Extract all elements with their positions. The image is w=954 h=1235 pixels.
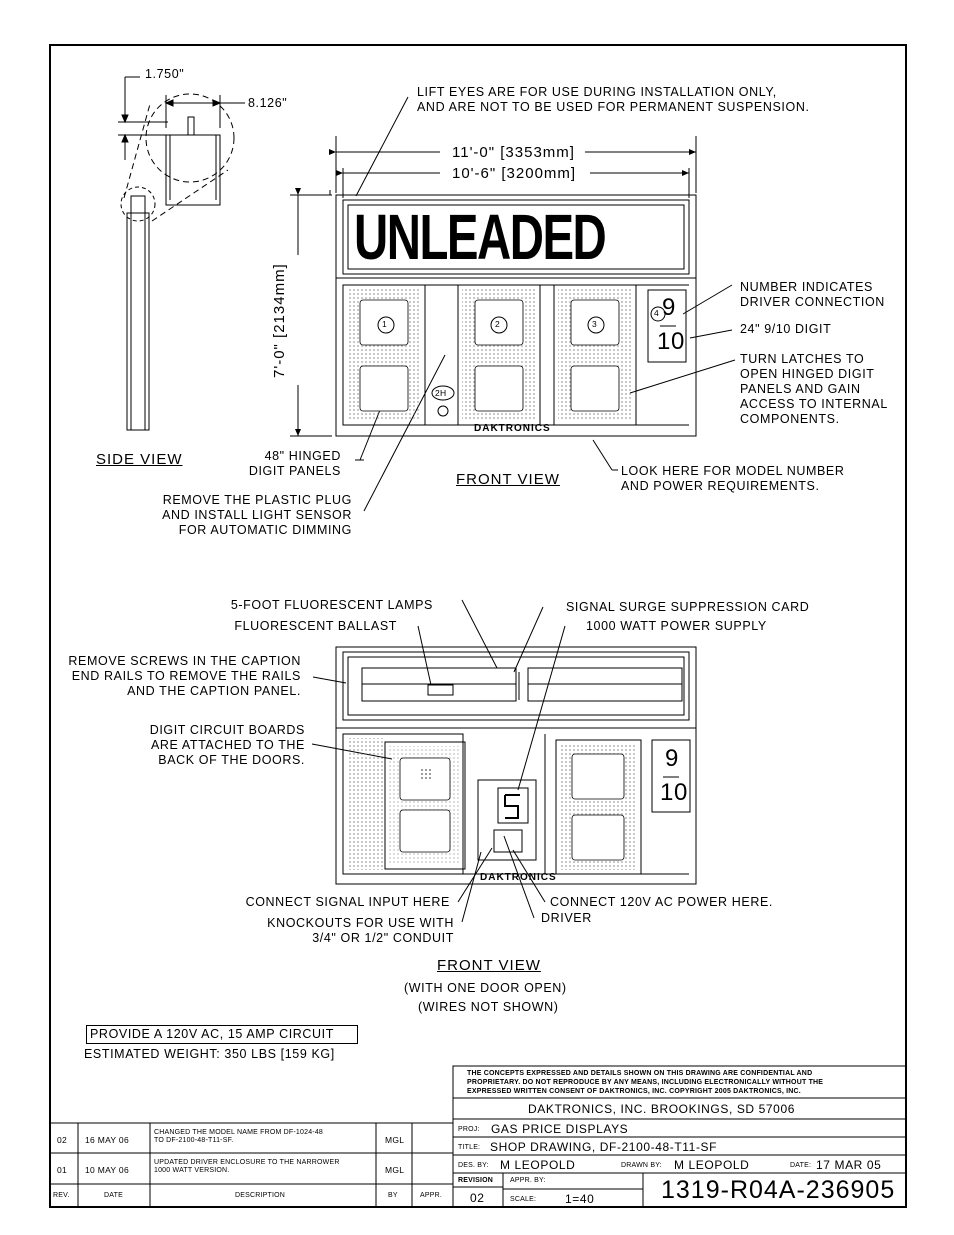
panels-note-line-1: 48" HINGED bbox=[264, 449, 341, 463]
latch-note-line-3: PANELS AND GAIN bbox=[740, 382, 861, 396]
circuit-note: PROVIDE A 120V AC, 15 AMP CIRCUIT bbox=[90, 1027, 334, 1041]
dim-overall-width: 11'-0" [3353mm] bbox=[452, 144, 575, 161]
project-name: GAS PRICE DISPLAYS bbox=[491, 1122, 629, 1136]
number-note-line-2: DRIVER CONNECTION bbox=[740, 295, 885, 309]
number-note-line-1: NUMBER INDICATES bbox=[740, 280, 873, 294]
weight-note: ESTIMATED WEIGHT: 350 LBS [159 KG] bbox=[84, 1047, 335, 1061]
scale-label: SCALE: bbox=[510, 1196, 537, 1203]
driver-note: DRIVER bbox=[541, 911, 592, 925]
drawn-by-label: DRAWN BY: bbox=[621, 1162, 662, 1169]
latch-note-line-1: TURN LATCHES TO bbox=[740, 352, 865, 366]
open-view-subtitle-1: (WITH ONE DOOR OPEN) bbox=[404, 981, 567, 995]
sensor-label: 2H bbox=[435, 388, 447, 398]
designer-label: DES. BY: bbox=[458, 1162, 489, 1169]
digit-2-number: 2 bbox=[495, 319, 501, 329]
lamps-note: 5-FOOT FLUORESCENT LAMPS bbox=[230, 598, 433, 612]
side-view-drawing bbox=[118, 77, 245, 430]
rev-row-2-date: 10 MAY 06 bbox=[85, 1165, 129, 1175]
rev-row-2-by: MGL bbox=[385, 1165, 405, 1175]
rev-header-by: BY bbox=[388, 1192, 398, 1199]
caption-panel-text: UNLEADED bbox=[354, 201, 606, 273]
screws-note-line-1: REMOVE SCREWS IN THE CAPTION bbox=[68, 654, 301, 668]
rev-header-description: DESCRIPTION bbox=[235, 1192, 286, 1199]
revision-label: REVISION bbox=[458, 1177, 494, 1184]
proj-label: PROJ: bbox=[458, 1126, 480, 1133]
rev-row-1-desc-1: CHANGED THE MODEL NAME FROM DF-1024-48 bbox=[154, 1129, 324, 1136]
screws-note-line-2: END RAILS TO REMOVE THE RAILS bbox=[71, 669, 301, 683]
boards-note-line-3: BACK OF THE DOORS. bbox=[158, 753, 305, 767]
power-supply-note: 1000 WATT POWER SUPPLY bbox=[586, 619, 767, 633]
title-label: TITLE: bbox=[458, 1144, 481, 1151]
open-front-view-title: FRONT VIEW bbox=[437, 957, 541, 974]
rev-row-1-rev: 02 bbox=[57, 1135, 68, 1145]
rev-header-rev: REV. bbox=[53, 1192, 70, 1199]
open-view-subtitle-2: (WIRES NOT SHOWN) bbox=[418, 1000, 559, 1014]
digit-1-number: 1 bbox=[382, 319, 388, 329]
approved-by-label: APPR. BY: bbox=[510, 1177, 546, 1184]
fraction-digit-note: 24" 9/10 DIGIT bbox=[740, 322, 832, 336]
open-fraction-bottom: 10 bbox=[660, 779, 688, 806]
light-sensor-port bbox=[438, 406, 448, 416]
drawing-title: SHOP DRAWING, DF-2100-48-T11-SF bbox=[490, 1140, 718, 1154]
fraction-digit-top: 9 bbox=[662, 294, 676, 321]
rev-row-2-desc-1: UPDATED DRIVER ENCLOSURE TO THE NARROWER bbox=[154, 1159, 340, 1166]
power-supply-symbol bbox=[505, 795, 520, 818]
side-dim-top: 1.750" bbox=[145, 67, 185, 81]
rev-row-1-date: 16 MAY 06 bbox=[85, 1135, 129, 1145]
checkerboard-chip bbox=[419, 768, 431, 780]
side-view-title: SIDE VIEW bbox=[96, 451, 183, 468]
confidential-line-1: THE CONCEPTS EXPRESSED AND DETAILS SHOWN ON THIS DRAWING ARE CONFIDENTIAL AND bbox=[467, 1070, 813, 1077]
model-note-line-1: LOOK HERE FOR MODEL NUMBER bbox=[621, 464, 845, 478]
latch-note-line-2: OPEN HINGED DIGIT bbox=[740, 367, 875, 381]
boards-note-line-1: DIGIT CIRCUIT BOARDS bbox=[149, 723, 305, 737]
company-address: DAKTRONICS, INC. BROOKINGS, SD 57006 bbox=[528, 1102, 795, 1116]
rev-header-appr: APPR. bbox=[420, 1192, 443, 1199]
dim-inner-width: 10'-6" [3200mm] bbox=[452, 165, 577, 182]
plug-note-line-1: REMOVE THE PLASTIC PLUG bbox=[162, 493, 352, 507]
screws-note-line-3: AND THE CAPTION PANEL. bbox=[127, 684, 301, 698]
revision-number: 02 bbox=[470, 1191, 485, 1205]
plug-note-line-3: FOR AUTOMATIC DIMMING bbox=[178, 523, 352, 537]
brand-logo-open: DAKTRONICS bbox=[480, 872, 557, 883]
confidential-line-2: PROPRIETARY. DO NOT REPRODUCE BY ANY MEANS, INCLUDING ELECTRONICALLY WITHOUT THE bbox=[467, 1079, 824, 1086]
dim-height: 7'-0" [2134mm] bbox=[271, 263, 288, 378]
ac-power-note: CONNECT 120V AC POWER HERE. bbox=[550, 895, 773, 909]
drawn-by: M LEOPOLD bbox=[674, 1158, 750, 1172]
knockouts-note-line-2: 3/4" OR 1/2" CONDUIT bbox=[312, 931, 454, 945]
date-label: DATE: bbox=[790, 1162, 812, 1169]
boards-note-line-2: ARE ATTACHED TO THE bbox=[150, 738, 305, 752]
model-note-line-2: AND POWER REQUIREMENTS. bbox=[621, 479, 820, 493]
digit-3-number: 3 bbox=[592, 319, 598, 329]
rev-row-1-by: MGL bbox=[385, 1135, 405, 1145]
rev-row-1-desc-2: TO DF-2100-48-T11-SF. bbox=[154, 1137, 234, 1144]
side-dim-width: 8.126" bbox=[248, 96, 288, 110]
ballast-note: FLUORESCENT BALLAST bbox=[234, 619, 397, 633]
confidential-line-3: EXPRESSED WRITTEN CONSENT OF DAKTRONICS, INC. COPYRIGHT 2005 DAKTRONICS, INC. bbox=[467, 1088, 801, 1095]
rev-row-2-rev: 01 bbox=[57, 1165, 68, 1175]
scale-value: 1=40 bbox=[565, 1192, 595, 1206]
open-fraction-top: 9 bbox=[665, 745, 679, 772]
digit-4-number: 4 bbox=[654, 308, 660, 318]
rev-header-date: DATE bbox=[104, 1192, 123, 1199]
surge-note: SIGNAL SURGE SUPPRESSION CARD bbox=[566, 600, 810, 614]
plug-note-line-2: AND INSTALL LIGHT SENSOR bbox=[162, 508, 352, 522]
lift-note-line-2: AND ARE NOT TO BE USED FOR PERMANENT SUSPENSION. bbox=[417, 100, 810, 114]
open-digit-left-face bbox=[347, 738, 385, 870]
brand-logo-front: DAKTRONICS bbox=[474, 423, 551, 434]
fraction-digit-bottom: 10 bbox=[657, 328, 685, 355]
latch-note-line-4: ACCESS TO INTERNAL bbox=[740, 397, 888, 411]
rev-row-2-desc-2: 1000 WATT VERSION. bbox=[154, 1167, 230, 1174]
signal-input-note: CONNECT SIGNAL INPUT HERE bbox=[245, 895, 450, 909]
drawing-date: 17 MAR 05 bbox=[816, 1158, 882, 1172]
lift-note-line-1: LIFT EYES ARE FOR USE DURING INSTALLATION ONLY, bbox=[417, 85, 777, 99]
knockouts-note-line-1: KNOCKOUTS FOR USE WITH bbox=[267, 916, 454, 930]
front-view-title: FRONT VIEW bbox=[456, 471, 560, 488]
drawing-number: 1319-R04A-236905 bbox=[661, 1176, 896, 1204]
panels-note-line-2: DIGIT PANELS bbox=[248, 464, 341, 478]
designer: M LEOPOLD bbox=[500, 1158, 576, 1172]
latch-note-line-5: COMPONENTS. bbox=[740, 412, 840, 426]
